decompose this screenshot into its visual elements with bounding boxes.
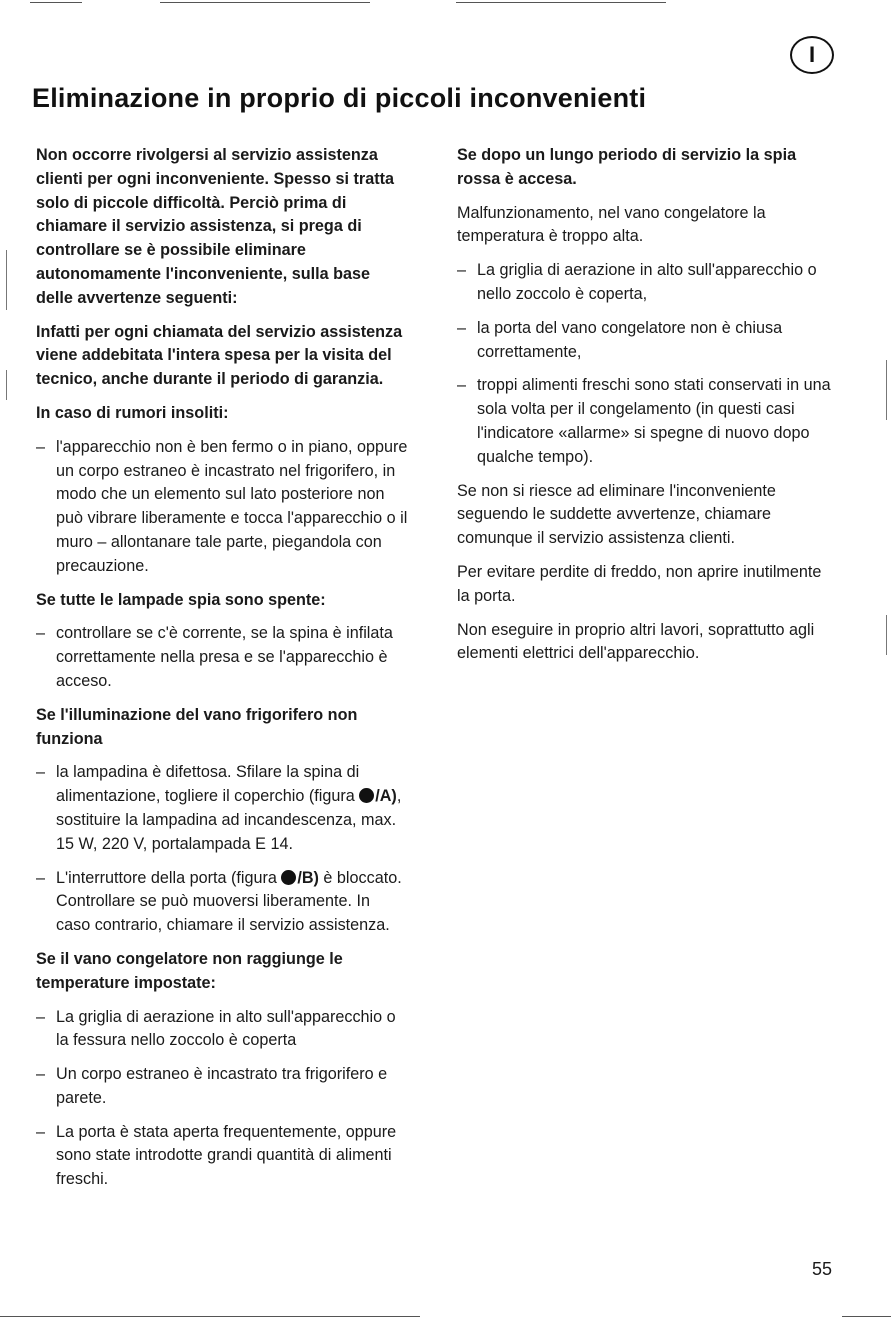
paragraph-no-repairs: Non eseguire in proprio altri lavori, soprattutto agli elementi elettrici dell'apparecchio. [457, 620, 815, 663]
red-light-list [457, 259, 837, 469]
noise-list [36, 436, 408, 579]
page-number: 55 [812, 1259, 833, 1279]
language-badge: I [790, 36, 834, 74]
list-item [36, 867, 408, 938]
list-item: – La porta è stata aperta frequentemente, oppure sono state introdotte grandi quantità di alimenti freschi. [36, 1121, 408, 1192]
list-item-text: la lampadina è difettosa. Sfilare la spina di alimentazione, togliere il coperchio (figura [56, 763, 360, 806]
left-column [36, 144, 408, 1202]
top-rule-right [456, 2, 666, 3]
section-heading-lamps: Se tutte le lampade spia sono spente: [36, 590, 326, 609]
margin-mark [886, 360, 887, 420]
page-title: Eliminazione in proprio di piccoli inconvenienti [32, 83, 647, 113]
list-item: – La griglia di aerazione in alto sull'apparecchio o nello zoccolo è coperta, [457, 259, 837, 307]
list-item [36, 761, 408, 856]
section-heading-noise: In caso di rumori insoliti: [36, 403, 229, 422]
list-item: – la porta del vano congelatore non è chiusa correttamente, [457, 317, 837, 365]
figure-number-icon [359, 788, 374, 803]
section-heading-red-light: Se dopo un lungo periodo di servizio la spia rossa è accesa. [457, 146, 797, 188]
list-item-text: , sostituire la lampadina ad incandescenza, max. 15 W, 220 V, portalampada E 14. [56, 787, 402, 853]
lamps-list [36, 622, 408, 693]
intro-paragraph: Non occorre rivolgersi al servizio assistenza clienti per ogni inconveniente. Spesso si tratta solo di piccole difficoltà. Perciò prima di chiamare il servizio assistenza, si prega di controllare se è possibile eliminare autonomamente l'inconveniente, sulla base delle avvertenze seguenti: [36, 146, 395, 307]
figure-number-icon [281, 870, 296, 885]
margin-mark [886, 615, 887, 655]
paragraph-call-service: Se non si riesce ad eliminare l'inconveniente seguendo le suddette avvertenze, chiamare comunque il servizio assistenza clienti. [457, 481, 776, 548]
light-list [36, 761, 408, 938]
list-item: – La griglia di aerazione in alto sull'apparecchio o la fessura nello zoccolo è coperta [36, 1006, 408, 1054]
list-item-text: L'interruttore della porta (figura [56, 868, 282, 887]
list-item: – controllare se c'è corrente, se la spina è infilata correttamente nella presa e se l'apparecchio è acceso. [36, 622, 408, 693]
top-rule-center [160, 2, 370, 3]
figure-reference: /B) [297, 868, 319, 887]
margin-mark [6, 250, 7, 310]
figure-reference: /A) [375, 787, 397, 806]
bottom-rule-left [0, 1316, 420, 1317]
freezer-list [36, 1006, 408, 1193]
right-column [457, 144, 837, 676]
top-rule-left [30, 2, 82, 3]
paragraph-cold-loss: Per evitare perdite di freddo, non aprire inutilmente la porta. [457, 562, 822, 605]
list-item: – troppi alimenti freschi sono stati conservati in una sola volta per il congelamento (in questi casi l'indicatore «allarme» si spegne di nuovo dopo qualche tempo). [457, 374, 837, 469]
section-heading-freezer: Se il vano congelatore non raggiunge le temperature impostate: [36, 949, 343, 992]
section-intro: Malfunzionamento, nel vano congelatore la temperatura è troppo alta. [457, 203, 766, 246]
list-item-text: è bloccato. Controllare se può muoversi liberamente. In caso contrario, chiamare il servizio assistenza. [56, 868, 402, 935]
section-heading-light: Se l'illuminazione del vano frigorifero non funziona [36, 705, 358, 748]
list-item: – Un corpo estraneo è incastrato tra frigorifero e parete. [36, 1063, 408, 1111]
list-item: – l'apparecchio non è ben fermo o in piano, oppure un corpo estraneo è incastrato nel frigorifero, in modo che un elemento sul lato posteriore non può vibrare liberamente e tocca l'apparecchio o il muro – allontanare tale parte, piegandola con precauzione. [36, 436, 408, 579]
margin-mark [6, 370, 7, 400]
warning-paragraph: Infatti per ogni chiamata del servizio assistenza viene addebitata l'intera spesa per la visita del tecnico, anche durante il periodo di garanzia. [36, 322, 403, 389]
bottom-rule-right [842, 1316, 891, 1317]
